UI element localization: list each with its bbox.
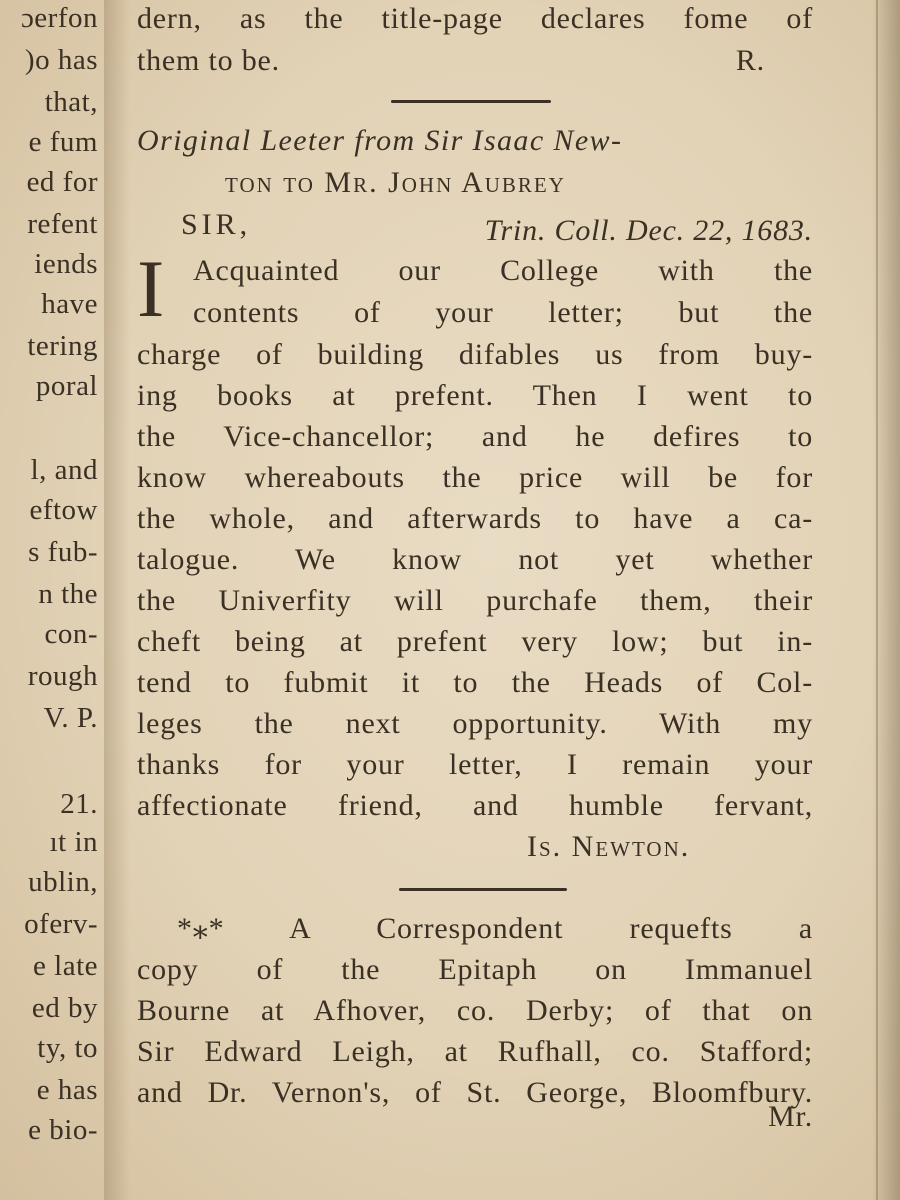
letter-line: Acquainted our College with the — [193, 254, 813, 287]
left-fragment: l, and — [30, 454, 98, 486]
text-line: dern, as the title-page declares fome of — [137, 2, 813, 35]
left-fragment: e has — [36, 1074, 98, 1106]
left-fragment: ublin, — [28, 866, 98, 898]
left-column-fragments — [0, 0, 104, 1200]
letter-line: thanks for your letter, I remain your — [137, 748, 813, 781]
left-fragment: 21. — [60, 788, 98, 820]
letter-line: talogue. We know not yet whether — [137, 543, 813, 576]
section-divider — [391, 100, 551, 103]
page-edge-line — [876, 0, 878, 1200]
signature: Is. Newton. — [527, 830, 691, 863]
salutation: SIR, — [181, 208, 252, 241]
left-fragment: refent — [27, 208, 98, 240]
letter-line: the Vice-chancellor; and he defires to — [137, 420, 813, 453]
letter-line: the whole, and afterwards to have a ca- — [137, 502, 813, 535]
left-fragment: ıt in — [49, 826, 98, 858]
closing-text: them to be. — [137, 44, 280, 77]
left-fragment: V. P. — [43, 702, 98, 734]
left-fragment: rough — [27, 660, 98, 692]
left-fragment: e fum — [28, 126, 98, 158]
drop-cap: I — [137, 243, 165, 334]
text-line — [137, 46, 813, 76]
note-line: Sir Edward Leigh, at Rufhall, co. Stafford; — [137, 1035, 813, 1068]
left-fragment: n the — [38, 578, 98, 610]
letter-line: contents of your letter; but the — [193, 296, 813, 329]
section-divider — [399, 888, 567, 891]
letter-line: the Univerfity will purchafe them, their — [137, 584, 813, 617]
letter-heading-continued: ton to Mr. John Aubrey — [225, 166, 566, 199]
left-fragment: s fub- — [28, 536, 98, 568]
note-line: *⁎* A Correspondent requefts a — [177, 912, 813, 945]
note-line: and Dr. Vernon's, of St. George, Bloomfbury. — [137, 1076, 813, 1109]
left-fragment: )o has — [24, 44, 98, 76]
author-initial: R. — [735, 44, 765, 77]
left-fragment: ɔerfon — [20, 2, 98, 34]
gutter-shadow — [104, 0, 130, 1200]
letter-line: tend to fubmit it to the Heads of Col- — [137, 666, 813, 699]
letter-line: ing books at prefent. Then I went to — [137, 379, 813, 412]
left-fragment: poral — [35, 370, 98, 402]
left-fragment: oferv- — [24, 908, 98, 940]
left-fragment: eftow — [29, 494, 98, 526]
place-date: Trin. Coll. Dec. 22, 1683. — [484, 214, 813, 247]
left-fragment: that, — [44, 86, 98, 118]
left-fragment: con- — [44, 618, 98, 650]
letter-line: cheft being at prefent very low; but in- — [137, 625, 813, 658]
letter-line: affectionate friend, and humble fervant, — [137, 789, 813, 822]
left-fragment: tering — [27, 330, 98, 362]
letter-line: know whereabouts the price will be for — [137, 461, 813, 494]
left-fragment: ty, to — [37, 1032, 98, 1064]
left-fragment: e bio- — [28, 1114, 98, 1146]
left-fragment: have — [41, 288, 98, 320]
letter-heading: Original Leeter from Sir Isaac New- — [137, 124, 623, 157]
letter-line: charge of building difables us from buy- — [137, 338, 813, 371]
note-line: Bourne at Afhover, co. Derby; of that on — [137, 994, 813, 1027]
catchword: Mr. — [768, 1100, 813, 1133]
letter-line: leges the next opportunity. With my — [137, 707, 813, 740]
left-fragment: ed by — [31, 992, 98, 1024]
left-fragment: e late — [33, 950, 98, 982]
main-column — [137, 0, 817, 1200]
left-fragment: ed for — [26, 166, 98, 198]
note-line: copy of the Epitaph on Immanuel — [137, 953, 813, 986]
left-fragment: iends — [34, 248, 98, 280]
